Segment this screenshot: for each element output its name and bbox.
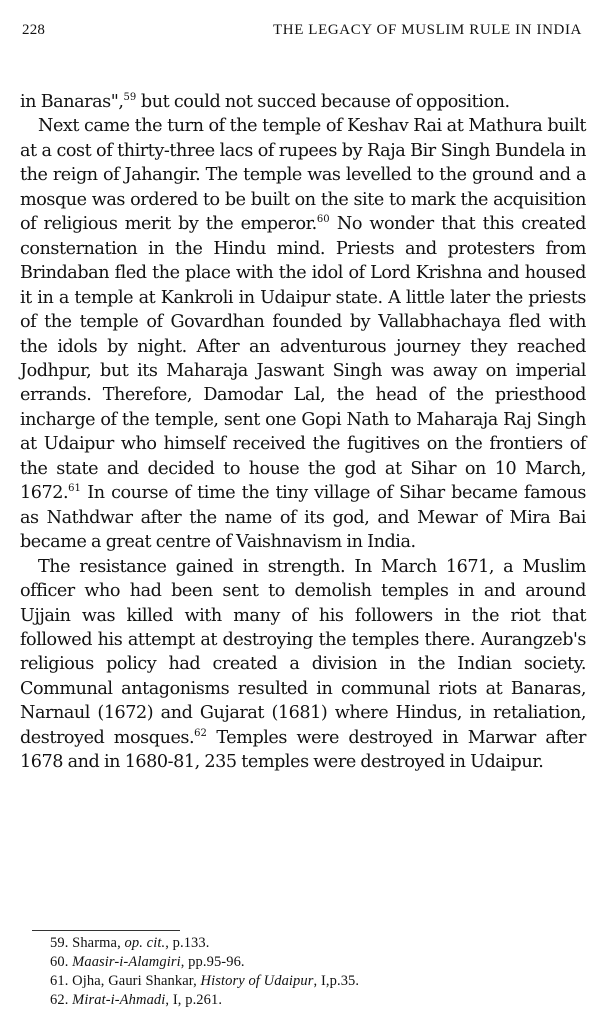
footnote-italic: Maasir-i-Alamgiri xyxy=(72,954,181,970)
footnote-text: , I, p.261. xyxy=(165,992,223,1008)
footnote-ref-62: 62 xyxy=(194,727,207,739)
running-header xyxy=(22,22,582,44)
paragraph-text: Next came the turn of the temple of Keshav Rai at Mathura built at a cost of thirty-three lacs of rupees by Raja Bir Singh Bundela in the reign of Jahangir. The temple was levelled to the ground and a mosque was ordered to be built on the site to mark the acquisition of religious merit by the emperor. xyxy=(20,116,586,235)
footnote-ref-59: 59 xyxy=(123,92,137,103)
paragraph-text: but could not succed because of opposition. xyxy=(136,92,510,112)
paragraph-text: The resistance gained in strength. In March 1671, a Muslim officer who had been sent to demolish temples in and around Ujjain was killed with many of his followers in the riot that followed his attempt at destroying the temples there. Aurangzeb's religious policy had created a division in the Indian society. Communal antagonisms resulted in communal riots at Banaras, Narnaul (1672) and Gujarat (1681) where Hindus, in retaliation, destroyed mosques. xyxy=(20,556,586,748)
footnote-text: , I,p.35. xyxy=(313,973,360,989)
footnote-text: , pp.95-96. xyxy=(180,954,245,970)
paragraph-1 xyxy=(20,90,586,114)
footnote-text: , p.133. xyxy=(165,935,210,951)
footnotes xyxy=(50,934,570,1010)
footnote-italic: Mirat-i-Ahmadi xyxy=(72,992,166,1008)
running-head-title: THE LEGACY OF MUSLIM RULE IN INDIA xyxy=(273,22,582,38)
footnote-italic: History of Udaipur xyxy=(200,973,314,989)
page-number: 228 xyxy=(22,22,46,38)
paragraph-text: No wonder that this created consternation in the Hindu mind. Priests and protesters from Brindaban fled the place with the idol of Lord Krishna and housed it in a temple at Kankroli in Udaipur state. A little later the priests of the temple of Govardhan founded by Vallabhachaya fled with the idols by night. After an adventurous journey they reached Jodhpur, but its Maharaja Jaswant Singh was away on imperial errands. Therefore, Damodar Lal, the head of the priesthood incharge of the temple, sent one Gopi Nath to Maharaja Raj Singh at Udaipur who himself received the fugitives on the frontiers of the state and decided to house the god at Sihar on 10 March, 1672. xyxy=(20,214,586,504)
footnote-number: 59. xyxy=(50,935,69,951)
paragraph-text: in Banaras", xyxy=(20,92,124,112)
footnote-number: 60. xyxy=(50,954,69,970)
footnote-number: 61. xyxy=(50,973,69,989)
paragraph-3 xyxy=(20,555,586,775)
paragraph-text: Temples were destroyed in Marwar after 1678 and in 1680-81, 235 temples were destroyed in Udaipur. xyxy=(20,727,586,773)
footnote-ref-60: 60 xyxy=(316,214,330,226)
footnote-text: Ojha, Gauri Shankar, xyxy=(72,973,201,989)
footnote-60 xyxy=(50,953,570,972)
body-text xyxy=(20,90,586,775)
footnote-62 xyxy=(50,991,570,1010)
footnote-italic: op. cit. xyxy=(124,935,166,951)
footnote-text: Sharma, xyxy=(72,935,125,951)
footnote-number: 62. xyxy=(50,992,69,1008)
paragraph-2 xyxy=(20,114,586,554)
footnote-59 xyxy=(50,934,570,953)
footnote-ref-61: 61 xyxy=(68,483,81,495)
footnote-divider xyxy=(32,930,180,931)
paragraph-text: In course of time the tiny village of Sihar became famous as Nathdwar after the name of its god, and Mewar of Mira Bai became a great centre of Vaishnavism in India. xyxy=(20,483,586,553)
footnote-61 xyxy=(50,972,570,991)
